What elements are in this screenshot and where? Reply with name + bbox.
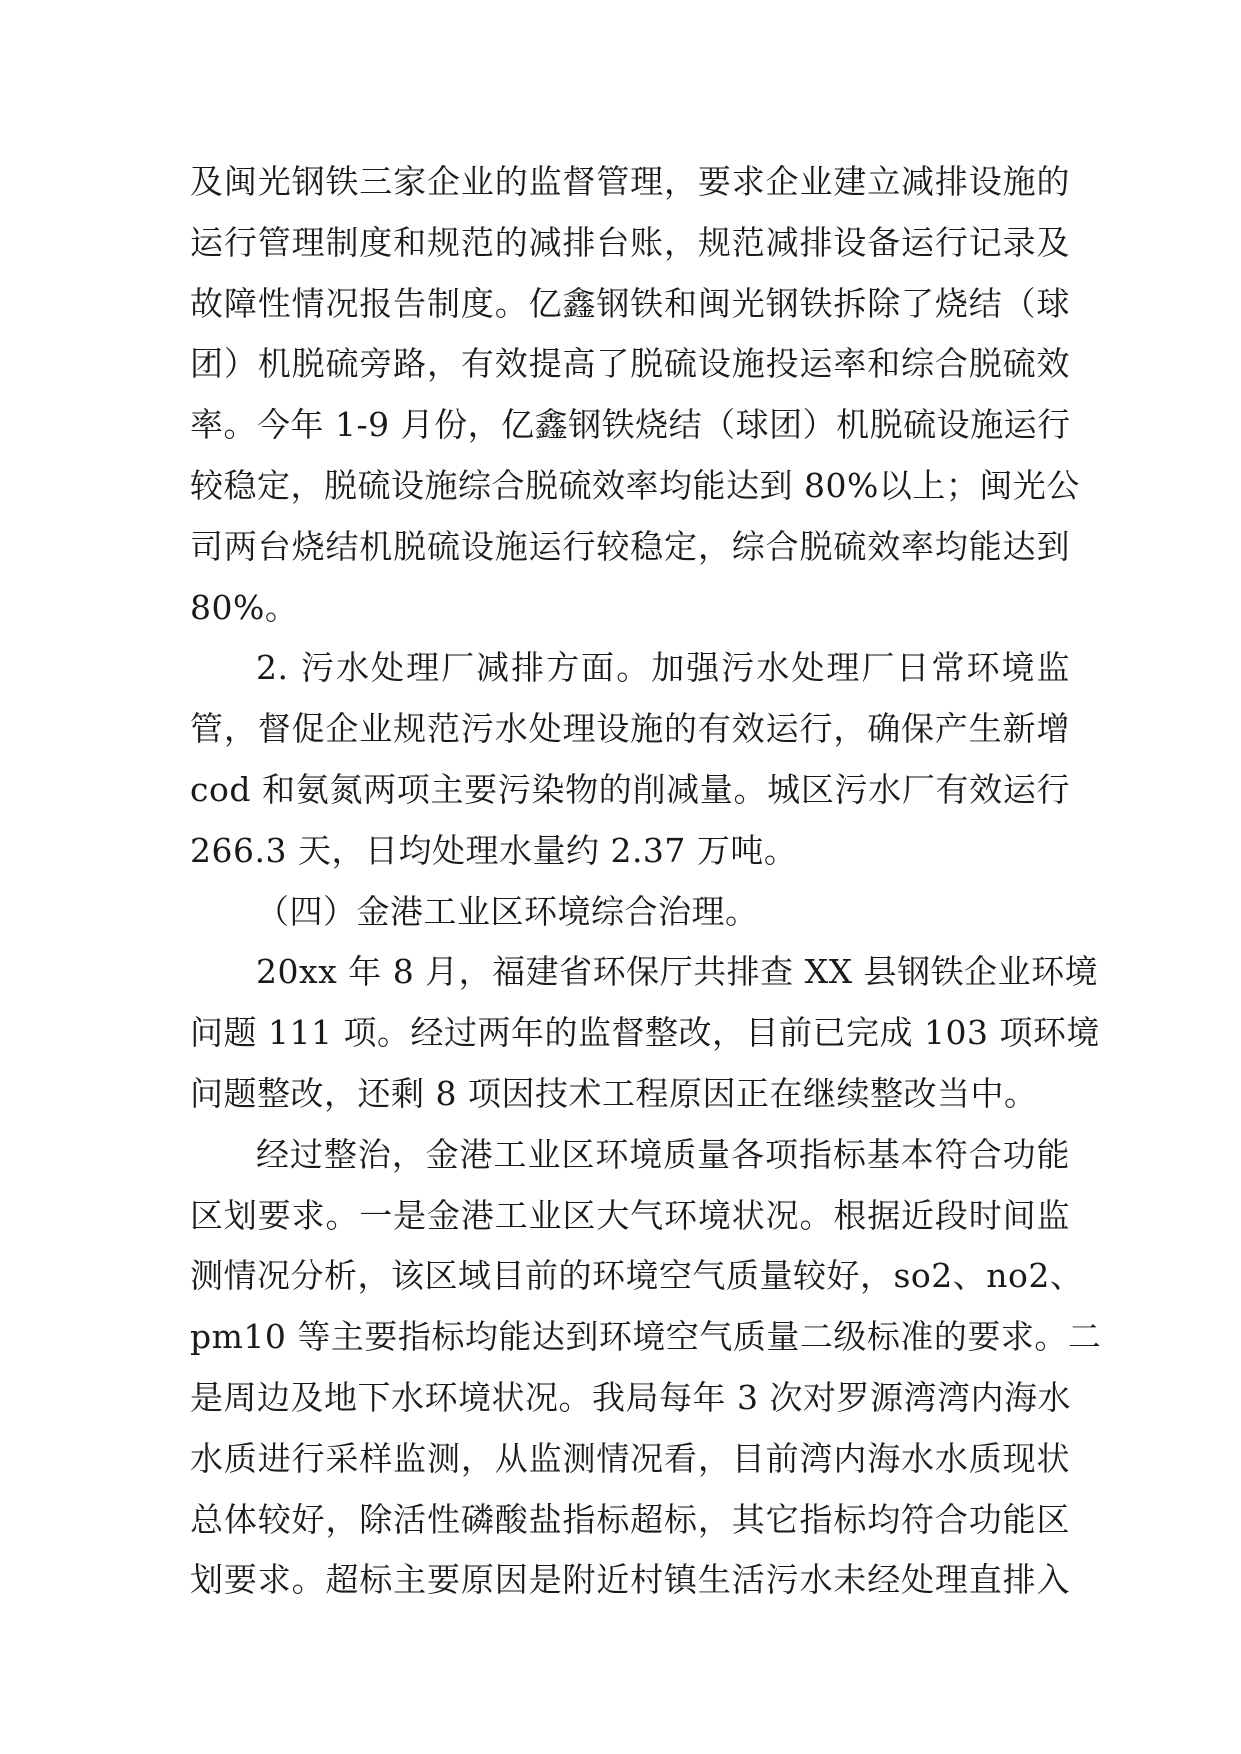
text-line: cod 和氨氮两项主要污染物的削减量。城区污水厂有效运行	[190, 769, 1070, 809]
text-line: 划要求。超标主要原因是附近村镇生活污水未经处理直排入	[190, 1560, 1070, 1600]
text-line: 测情况分析，该区域目前的环境空气质量较好，so2、no2、	[190, 1256, 1084, 1296]
text-line: 总体较好，除活性磷酸盐指标超标，其它指标均符合功能区	[190, 1499, 1070, 1539]
text-line: 区划要求。一是金港工业区大气环境状况。根据近段时间监	[190, 1195, 1070, 1235]
text-line: 较稳定，脱硫设施综合脱硫效率均能达到 80%以上；闽光公	[190, 465, 1080, 505]
text-line: 水质进行采样监测，从监测情况看，目前湾内海水水质现状	[190, 1438, 1070, 1478]
text-line: 经过整治，金港工业区环境质量各项指标基本符合功能	[256, 1134, 1070, 1174]
text-line: 及闽光钢铁三家企业的监督管理，要求企业建立减排设施的	[190, 162, 1070, 201]
text-line: 问题整改，还剩 8 项因技术工程原因正在继续整改当中。	[190, 1073, 1038, 1113]
text-line: pm10 等主要指标均能达到环境空气质量二级标准的要求。二	[190, 1317, 1102, 1357]
text-line: 20xx 年 8 月，福建省环保厅共排查 XX 县钢铁企业环境	[256, 952, 1099, 992]
text-line: 80%。	[190, 587, 299, 627]
text-line: 运行管理制度和规范的减排台账，规范减排设备运行记录及	[190, 222, 1070, 262]
text-line: 管，督促企业规范污水处理设施的有效运行，确保产生新增	[190, 709, 1070, 749]
text-line: 是周边及地下水环境状况。我局每年 3 次对罗源湾湾内海水	[190, 1377, 1071, 1417]
section-heading: （四）金港工业区环境综合治理。	[256, 891, 759, 931]
document-body	[190, 152, 1102, 1611]
text-line: 团）机脱硫旁路，有效提高了脱硫设施投运率和综合脱硫效	[190, 344, 1070, 384]
text-line: 问题 111 项。经过两年的监督整改，目前已完成 103 项环境	[190, 1013, 1100, 1053]
text-line: 故障性情况报告制度。亿鑫钢铁和闽光钢铁拆除了烧结（球	[190, 283, 1070, 323]
text-line: 2. 污水处理厂减排方面。加强污水处理厂日常环境监	[256, 648, 1070, 688]
text-line: 266.3 天，日均处理水量约 2.37 万吨。	[190, 830, 798, 870]
text-line: 率。今年 1-9 月份，亿鑫钢铁烧结（球团）机脱硫设施运行	[190, 405, 1071, 445]
text-line: 司两台烧结机脱硫设施运行较稳定，综合脱硫效率均能达到	[190, 526, 1070, 566]
